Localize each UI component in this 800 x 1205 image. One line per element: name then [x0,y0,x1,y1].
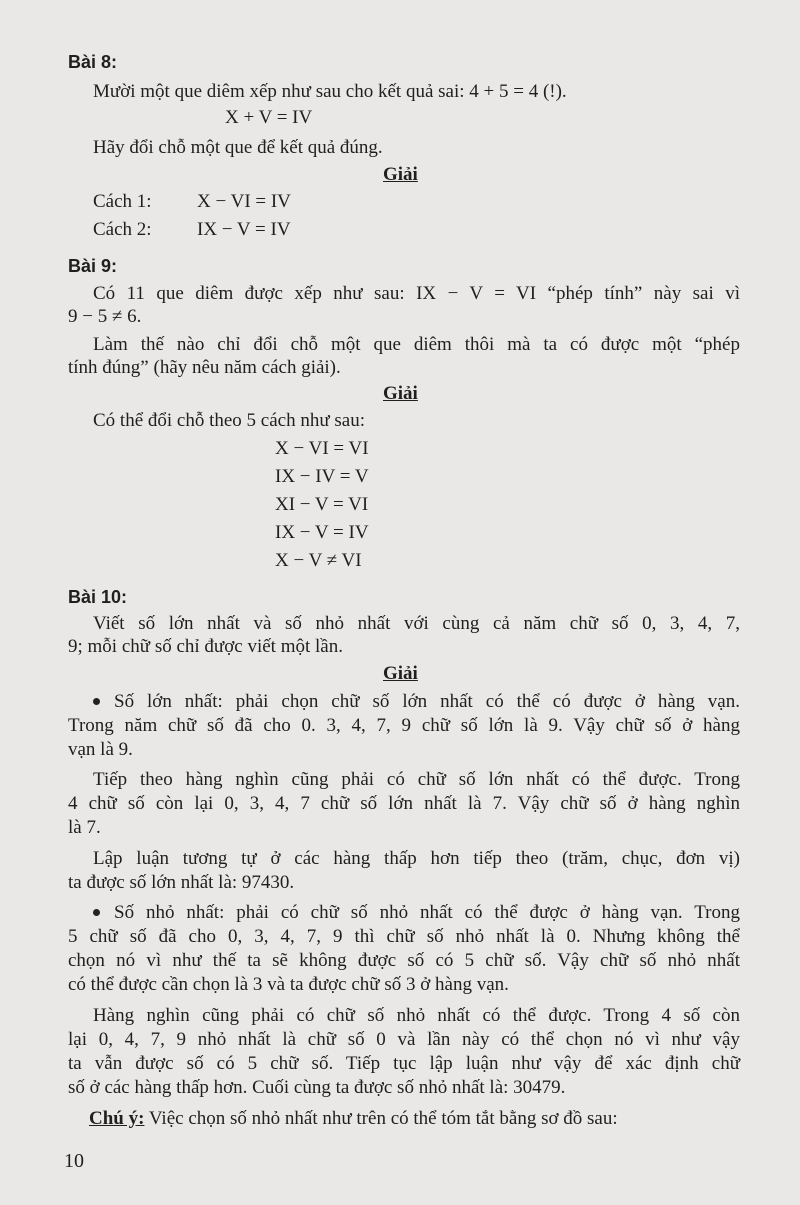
bai10-p3-line1: Lập luận tương tự ở các hàng thấp hơn tiếp theo (trăm, chục, đơn vị) [93,848,740,869]
bai10-p4-line4: có thể được cần chọn là 3 và ta được chữ số 3 ở hàng vạn. [68,974,509,995]
bai10-p4-line2: 5 chữ số đã cho 0, 3, 4, 7, 9 thì chữ số nhỏ nhất là 0. Nhưng không thể [68,926,740,947]
bai10-p4-line3: chọn nó vì như thế ta sẽ không được số có 5 chữ số. Vậy chữ số nhỏ nhất [68,950,740,971]
bai8-method1-equation: X − VI = IV [197,191,291,212]
bai10-line2: 9; mỗi chữ số chỉ được viết một lần. [68,636,343,657]
bai10-p3-line2: ta được số lớn nhất là: 97430. [68,872,295,893]
bai10-p5-line3: ta vẫn được số có 5 chữ số. Tiếp tục lập luận như vậy để xác định chữ [68,1053,740,1074]
bai10-p1-line3: vạn là 9. [68,739,133,760]
bai10-p1-line1 [93,690,740,714]
bai9-equation-3: XI − V = VI [275,494,369,515]
p4-text: Số nhỏ nhất: phải có chữ số nhỏ nhất có thể được ở hàng vạn. Trong [114,902,740,923]
bai9-equation-5: X − V ≠ VI [275,550,362,571]
bai9-title: Bài 9: [68,256,118,276]
bai8-title: Bài 8: [68,52,118,72]
bai10-p5-line1: Hàng nghìn cũng phải có chữ số nhỏ nhất có thể được. Trong 4 số còn [93,1005,740,1026]
bai8-line1: Mười một que diêm xếp như sau cho kết quả sai: 4 + 5 = 4 (!). [93,81,567,102]
bai8-line2: Hãy đổi chỗ một que để kết quả đúng. [93,137,383,158]
bai9-equation-2: IX − IV = V [275,466,369,487]
bai10-p2-line1: Tiếp theo hàng nghìn cũng phải có chữ số lớn nhất có thể được. Trong [93,769,740,790]
bai10-p2-line3: là 7. [68,817,101,838]
bai8-method1-label: Cách 1: [93,191,152,212]
bullet-icon [93,698,100,705]
bai9-equation-4: IX − V = IV [275,522,369,543]
bai10-title: Bài 10: [68,587,128,607]
note-text: Việc chọn số nhỏ nhất như trên có thể tóm tắt bằng sơ đồ sau: [144,1108,618,1129]
p1-text: Số lớn nhất: phải chọn chữ số lớn nhất có thể có được ở hàng vạn. [114,691,740,712]
bai9-line4: tính đúng” (hãy nêu năm cách giải). [68,357,341,378]
bai10-p1-line2: Trong năm chữ số đã cho 0. 3, 4, 7, 9 chữ số lớn là 9. Vậy chữ số ở hàng [68,715,740,736]
bai8-equation: X + V = IV [225,107,313,128]
bai9-equation-1: X − VI = VI [275,438,369,459]
bullet-icon [93,909,100,916]
note-label: Chú ý: [89,1108,145,1129]
bai10-p4-line1 [93,901,740,925]
bai9-line2: 9 − 5 ≠ 6. [68,306,142,327]
bai8-method2-equation: IX − V = IV [197,219,291,240]
bai8-solution-heading: Giải [383,164,418,185]
bai10-solution-heading: Giải [383,663,418,684]
bai10-line1: Viết số lớn nhất và số nhỏ nhất với cùng cả năm chữ số 0, 3, 4, 7, [93,613,740,634]
bai10-note [89,1107,618,1131]
bai9-line1: Có 11 que diêm được xếp như sau: IX − V = VI “phép tính” này sai vì [93,283,740,304]
bai9-line3: Làm thế nào chỉ đổi chỗ một que diêm thôi mà ta có được một “phép [93,334,740,355]
bai8-method2-label: Cách 2: [93,219,152,240]
bai9-solution-heading: Giải [383,383,418,404]
bai10-p5-line2: lại 0, 4, 7, 9 nhỏ nhất là chữ số 0 và lần này có thể chọn nó vì như vậy [68,1029,740,1050]
bai10-p5-line4: số ở các hàng thấp hơn. Cuối cùng ta được số nhỏ nhất là: 30479. [68,1077,566,1098]
bai10-p2-line2: 4 chữ số còn lại 0, 3, 4, 7 chữ số lớn nhất là 7. Vậy chữ số ở hàng nghìn [68,793,740,814]
bai9-line5: Có thể đổi chỗ theo 5 cách như sau: [93,410,366,431]
page-number: 10 [64,1150,84,1172]
